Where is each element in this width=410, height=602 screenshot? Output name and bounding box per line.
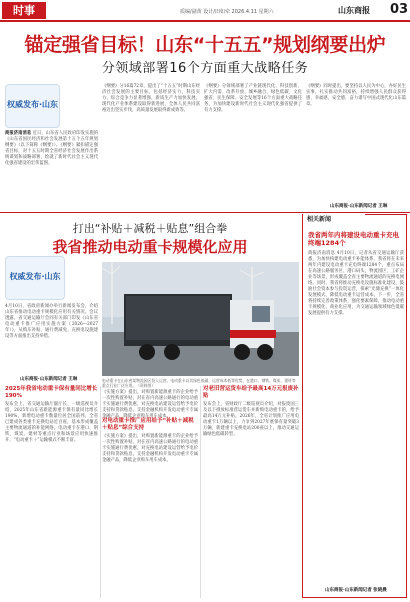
related-news-box xyxy=(302,214,407,598)
story2-intro-signature: 山东商报·山东新闻记者 王琳 xyxy=(20,377,78,382)
page-number: 03 xyxy=(390,2,409,17)
story1-lead: 商报济南消息 xyxy=(5,131,32,136)
story1-signature: 山东商报·山东新闻记者 王琳 xyxy=(330,204,388,209)
story2-headline: 我省推动电动重卡规模化应用 xyxy=(52,238,248,256)
sub1-continued: 《实施方案》提出，对购置新能源重卡的企业给予一次性购置补贴，对在省内高速公路通行的电动重卡实施通行费优惠，对充换电站建设运营给予电价支持和贷款贴息，支持金融机构开发电动重卡专属金融产品，降低企业购车用车成本。 xyxy=(102,390,198,419)
column-rule xyxy=(100,386,101,598)
column-rule-2 xyxy=(200,386,201,598)
related-news-tag: 相关新闻 xyxy=(303,214,365,225)
authority-badge-label: 权威发布·山东 xyxy=(6,100,59,109)
truck-illustration xyxy=(102,262,299,376)
main-headline: 锚定强省目标！山东“十五五”规划纲要出炉 xyxy=(24,34,386,56)
page-header xyxy=(0,0,410,22)
related-news-signature: 山东商报·山东新闻记者 张晓晨 xyxy=(325,588,387,593)
story1-col4: 《纲要》同时提出，要坚持以人民为中心，办好民生实事，扎实推动共同富裕，持续增强人民群众获得感、幸福感、安全感，奋力谱写中国式现代化山东篇章。 xyxy=(306,84,406,107)
section-divider xyxy=(0,212,410,213)
subhead-2: 对电动重卡推广应用给予“补贴＋减税＋贴息”综合支持 xyxy=(102,418,194,431)
subhead-1-body: 发布会上，省交通运输厅副厅长、一级巡视员介绍，2025年山东省新能源重卡保有量同比增长190%，新增电动重卡数量位居全国前列。全省已建成各类重卡充换电站近百座，基本形成覆盖主要物流通道的补能网络。电动重卡在港口、钢铁、煤炭、建材等重点行业和场景应用快速推开，“电动重卡＋”运输模式不断丰富。 xyxy=(5,402,98,443)
related-news-body: 商报济南消息 4月10日，记者从省交通运输厅获悉，为加快构建电动重卡补能体系，我省将在未来两年内建设电动重卡充电终端1284个，重点布局在高速公路服务区、港口码头、物流园区、工矿企业等场景，形成覆盖全省主要物流通道的充换电网络。同时，我省将推动充换电设施标准化建设，鼓励社会资本参与投资运营，探索“光储充换”一体化发展模式，降低电动重卡运营成本。下一步，全省将持续完善政策体系，强化要素保障，推动电动重卡规模化、商业化应用，为交通运输领域绿色低碳发展提供有力支撑。 xyxy=(308,251,404,316)
story2-badge xyxy=(5,256,65,300)
section-tag: 时事 xyxy=(2,2,46,19)
photo-caption: 电动重卡在山东省某物流园区投入运营。电动重卡以其绿色低碳、运营成本低等优势，在港口、钢铁、煤炭、建材等重点行业广泛应用。（资料图） xyxy=(102,378,296,388)
subhead-1: 2025年我省电动重卡保有量同比增长190% xyxy=(5,386,98,399)
story2-kicker: 打出“补贴＋减税＋贴息”组合拳 xyxy=(72,222,228,235)
story2-badge-label: 权威发布·山东 xyxy=(9,272,61,281)
subhead-3: 对老旧营运货车给予最高14万元报废补贴 xyxy=(203,386,299,399)
story2-intro: 4月10日，省政府新闻办举行新闻发布会，介绍山东省推动电动重卡规模化应用有关情况。会议透露，省交通运输厅会同有关部门印发《山东省电动重卡推广应用实施方案（2026—2027年）》，从购车补贴、通行费减免、充换电设施建设等方面推出支持举措。 xyxy=(5,304,98,339)
related-news-title: 我省两年内将建设电动重卡充电终端1284个 xyxy=(308,231,399,247)
truck-photo xyxy=(102,262,299,376)
story1-col3: 《纲要》分领域部署了产业链现代化、科技创新、扩大内需、改革开放、城乡融合、绿色低碳、文化强省、民生保障、安全发展等16个方面重大战略任务，为加快建设新时代社会主义现代化强省提供了有力支撑。 xyxy=(204,84,302,113)
story1-col1 xyxy=(5,131,98,209)
main-subheadline: 分领域部署16个方面重大战略任务 xyxy=(101,61,309,76)
subhead-2-body: 《实施方案》提出，对购置新能源重卡的企业给予一次性购置补贴，对在省内高速公路通行的电动重卡实施通行费优惠，对充换电站建设运营给予电价支持和贷款贴息，支持金融机构开发电动重卡专属金融产品，降低企业购车用车成本。 xyxy=(102,434,198,463)
story1-col1-text: 近日，山东省人民政府印发实施的《山东省国民经济和社会发展第十五个五年规划纲要》（以下简称《纲要》）。《纲要》紧扣锚定强省目标，对十五五时期全省经济社会发展作出系统谋划和战略部署，绘就了新时代社会主义现代化强省建设的宏伟蓝图。 xyxy=(5,131,99,166)
header-meta: 质编/副黄 设计/田如牵 2026.4.11 星期六 xyxy=(180,9,274,15)
paper-name: 山东商报 xyxy=(338,6,370,15)
story1-col2: 《纲要》分16篇72章，提出了“十五五”时期山东经济社会发展的主要目标，包括经济实力、科技实力、综合竞争力显著增强，新质生产力加快发展，现代化产业体系建设取得新进展，全体人民共同富裕迈出坚实步伐，高质量发展取得新成效等。 xyxy=(102,84,200,113)
authority-badge xyxy=(5,84,60,128)
subhead-3-body: 发布会上，省财政厅二级巡视员介绍，对报废国三及以下排放标准营运货车并新购电动重卡的，给予最高14万元补贴。2026年，全省计划推广应用电动重卡1万辆以上，力争到2027年底保有量突破3万辆，新建重卡充换电站200座以上，推动交通运输绿色低碳转型。 xyxy=(203,402,299,437)
